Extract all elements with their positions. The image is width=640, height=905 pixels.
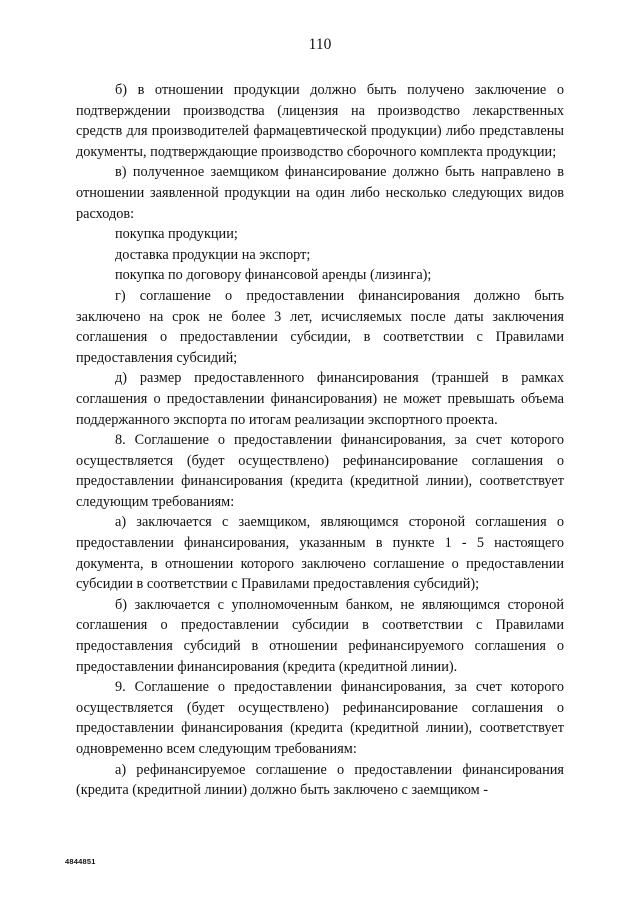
paragraph-v-financing-purpose: в) полученное заемщиком финансирование должно быть направлено в отношении заявленной продукции на один либо несколько следующих видов расходов: [76, 164, 564, 222]
document-code: 4844851 [65, 857, 96, 866]
paragraph-g-agreement-term: г) соглашение о предоставлении финансирования должно быть заключено на срок не более 3 лет, исчисляемых после даты заключения соглашения о предоставлении субсидии, в соответствии с Правилами предоставления субсидий; [76, 287, 564, 366]
paragraph-b-product-conclusion: б) в отношении продукции должно быть получено заключение о подтверждении производства (лицензия на производство лекарственных средств для производителей фармацевтической продукции) либо представлены документы, подтверждающие производство сборочного комплекта продукции; [76, 82, 564, 160]
document-body [76, 80, 564, 801]
expense-item-leasing: покупка по договору финансовой аренды (лизинга); [115, 267, 432, 284]
paragraph-d-financing-amount: д) размер предоставленного финансирования (траншей в рамках соглашения о предоставлении финансирования) не может превышать объема поддержанного экспорта по итогам реализации экспортного проекта. [76, 370, 564, 428]
page-number: 110 [308, 36, 332, 53]
paragraph-9a-refinanced-agreement: а) рефинансируемое соглашение о предоставлении финансирования (кредита (кредитной линии) должно быть заключено с заемщиком - [76, 761, 564, 799]
expense-item-delivery: доставка продукции на экспорт; [115, 246, 311, 263]
paragraph-9-refinancing-requirements: 9. Соглашение о предоставлении финансирования, за счет которого осуществляется (будет осуществлено) рефинансирование соглашения о предоставлении финансирования (кредита (кредитной линии), соответствует одновременно всем следующим требованиям: [76, 679, 564, 757]
paragraph-8-refinancing-requirements: 8. Соглашение о предоставлении финансирования, за счет которого осуществляется (будет осуществлено) рефинансирование соглашения о предоставлении финансирования (кредита (кредитной линии), соответствует следующим требованиям: [76, 432, 564, 510]
paragraph-8a-borrower: а) заключается с заемщиком, являющимся стороной соглашения о предоставлении финансирования, указанным в пункте 1 - 5 настоящего документа, в отношении которого заключено соглашение о предоставлении субсидии в соответствии с Правилами предоставления субсидий); [76, 514, 564, 593]
expense-item-purchase: покупка продукции; [115, 226, 238, 243]
paragraph-8b-authorized-bank: б) заключается с уполномоченным банком, не являющимся стороной соглашения о предоставлении субсидии в соответствии с Правилами предоставления субсидий в отношении рефинансируемого соглашения о предоставлении финансирования (кредита (кредитной линии). [76, 596, 564, 675]
